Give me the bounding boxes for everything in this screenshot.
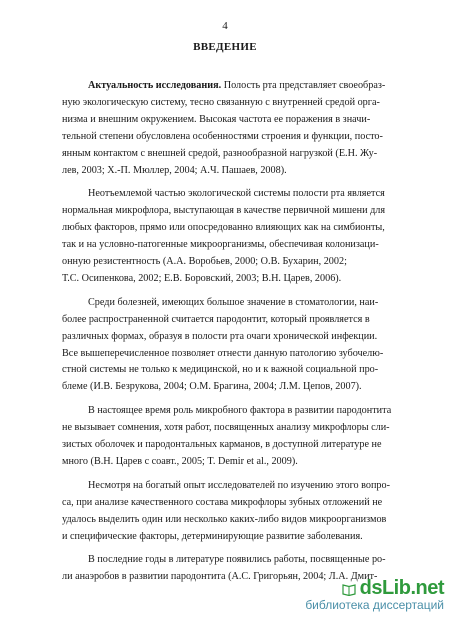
line-text: любых факторов, прямо или опосредованно влияющих как на симбионты,	[62, 222, 385, 234]
text-line	[62, 422, 390, 434]
text-line	[62, 348, 383, 360]
line-text: много (В.Н. Царев с соавт., 2005; T. Demir et al., 2009).	[62, 455, 298, 467]
line-text: зистых оболочек и пародонтальных карманов, в доступной литературе не	[62, 439, 382, 450]
watermark-subtitle: библиотека диссертаций	[305, 598, 444, 612]
lead-phrase: Актуальность исследования.	[88, 80, 222, 91]
line-text: удалось выделить один или несколько каких-либо видов микроорганизмов	[62, 513, 387, 525]
line-text: онную резистентность (А.А. Воробьев, 2000; О.В. Бухарин, 2002;	[62, 256, 347, 267]
text-line	[62, 114, 370, 126]
line-text: Несмотря на богатый опыт исследователей по изучению этого вопро-	[88, 479, 391, 491]
line-text: янным контактом с внешней средой, разнообразной нагрузкой (Е.Н. Жу-	[62, 147, 378, 159]
text-line	[62, 205, 385, 217]
line-text: различных формах, образуя в полости рта очаги хронической инфекции.	[62, 330, 378, 342]
text-line	[62, 222, 385, 234]
line-text: тельной степени обусловлена особенностями строения и функции, посто-	[62, 130, 383, 142]
line-text: лев, 2003; Х.-П. Мюллер, 2004; А.Ч. Пашаев, 2008).	[62, 164, 287, 176]
text-line	[62, 256, 347, 268]
text-line	[62, 314, 370, 326]
text-line	[62, 165, 287, 177]
book-icon	[342, 582, 356, 596]
line-text: не вызывает сомнения, хотя работ, посвященных анализу микрофлоры сли-	[62, 422, 390, 434]
line-text: В настоящее время роль микробного фактора в развитии пародонтита	[88, 405, 392, 417]
text-line	[88, 188, 385, 200]
text-line	[88, 480, 390, 492]
text-line	[88, 80, 385, 92]
line-text: стной системы не только к медицинской, но и к важной социальной про-	[62, 364, 379, 376]
line-text: ли анаэробов в развитии пародонтита (А.С. Григорьян, 2004; Л.А. Дмит-	[62, 571, 378, 583]
text-line	[62, 148, 377, 160]
dslib-watermark[interactable]	[305, 577, 444, 612]
line-text: так и на условно-патогенные микроорганизмы, обеспечивая колонизаци-	[62, 239, 379, 251]
text-line	[88, 297, 378, 309]
line-text: нормальная микрофлора, выступающая в качестве первичной мишени для	[62, 205, 386, 217]
line-text: са, при анализе качественного состава микрофлоры зубных отложений не	[62, 496, 383, 508]
line-text: В последние годы в литературе появились работы, посвященные ро-	[88, 554, 386, 566]
text-line	[62, 331, 377, 343]
line-text: ную экологическую систему, тесно связанную с внутренней средой орга-	[62, 96, 380, 108]
line-text: и специфические факторы, детерминирующие развитие заболевания.	[62, 530, 363, 542]
line-text: Среди болезней, имеющих большое значение в стоматологии, наи-	[88, 296, 379, 308]
line-text: более распространенной считается пародонтит, который проявляется в	[62, 313, 370, 325]
text-line	[62, 439, 382, 451]
text-line	[62, 273, 341, 285]
line-text: блеме (И.В. Безрукова, 2004; О.М. Брагина, 2004; Л.М. Цепов, 2007).	[62, 381, 362, 393]
text-line	[62, 456, 298, 468]
page-number: 4	[222, 20, 228, 32]
text-line	[62, 514, 386, 526]
text-line	[62, 97, 380, 109]
text-line	[62, 497, 382, 509]
line-text: Т.С. Осипенкова, 2002; Е.В. Боровский, 2003; В.Н. Царев, 2006).	[62, 272, 342, 284]
line-text: Все вышеперечисленное позволяет отнести данную патологию зубочелю-	[62, 347, 384, 359]
line-text: Полость рта представляет своеобраз-	[223, 80, 386, 91]
text-line	[88, 554, 386, 566]
text-line	[62, 239, 379, 251]
watermark-logo: dsLib.net	[359, 577, 444, 599]
line-text: низма и внешним окружением. Высокая частота ее поражения в значи-	[62, 113, 371, 125]
text-line	[88, 405, 391, 417]
text-line	[62, 531, 363, 543]
text-line	[62, 364, 378, 376]
section-heading: ВВЕДЕНИЕ	[193, 41, 257, 53]
line-text: Неотъемлемой частью экологической системы полости рта является	[88, 188, 385, 200]
text-line	[62, 131, 383, 143]
text-line	[62, 381, 362, 393]
